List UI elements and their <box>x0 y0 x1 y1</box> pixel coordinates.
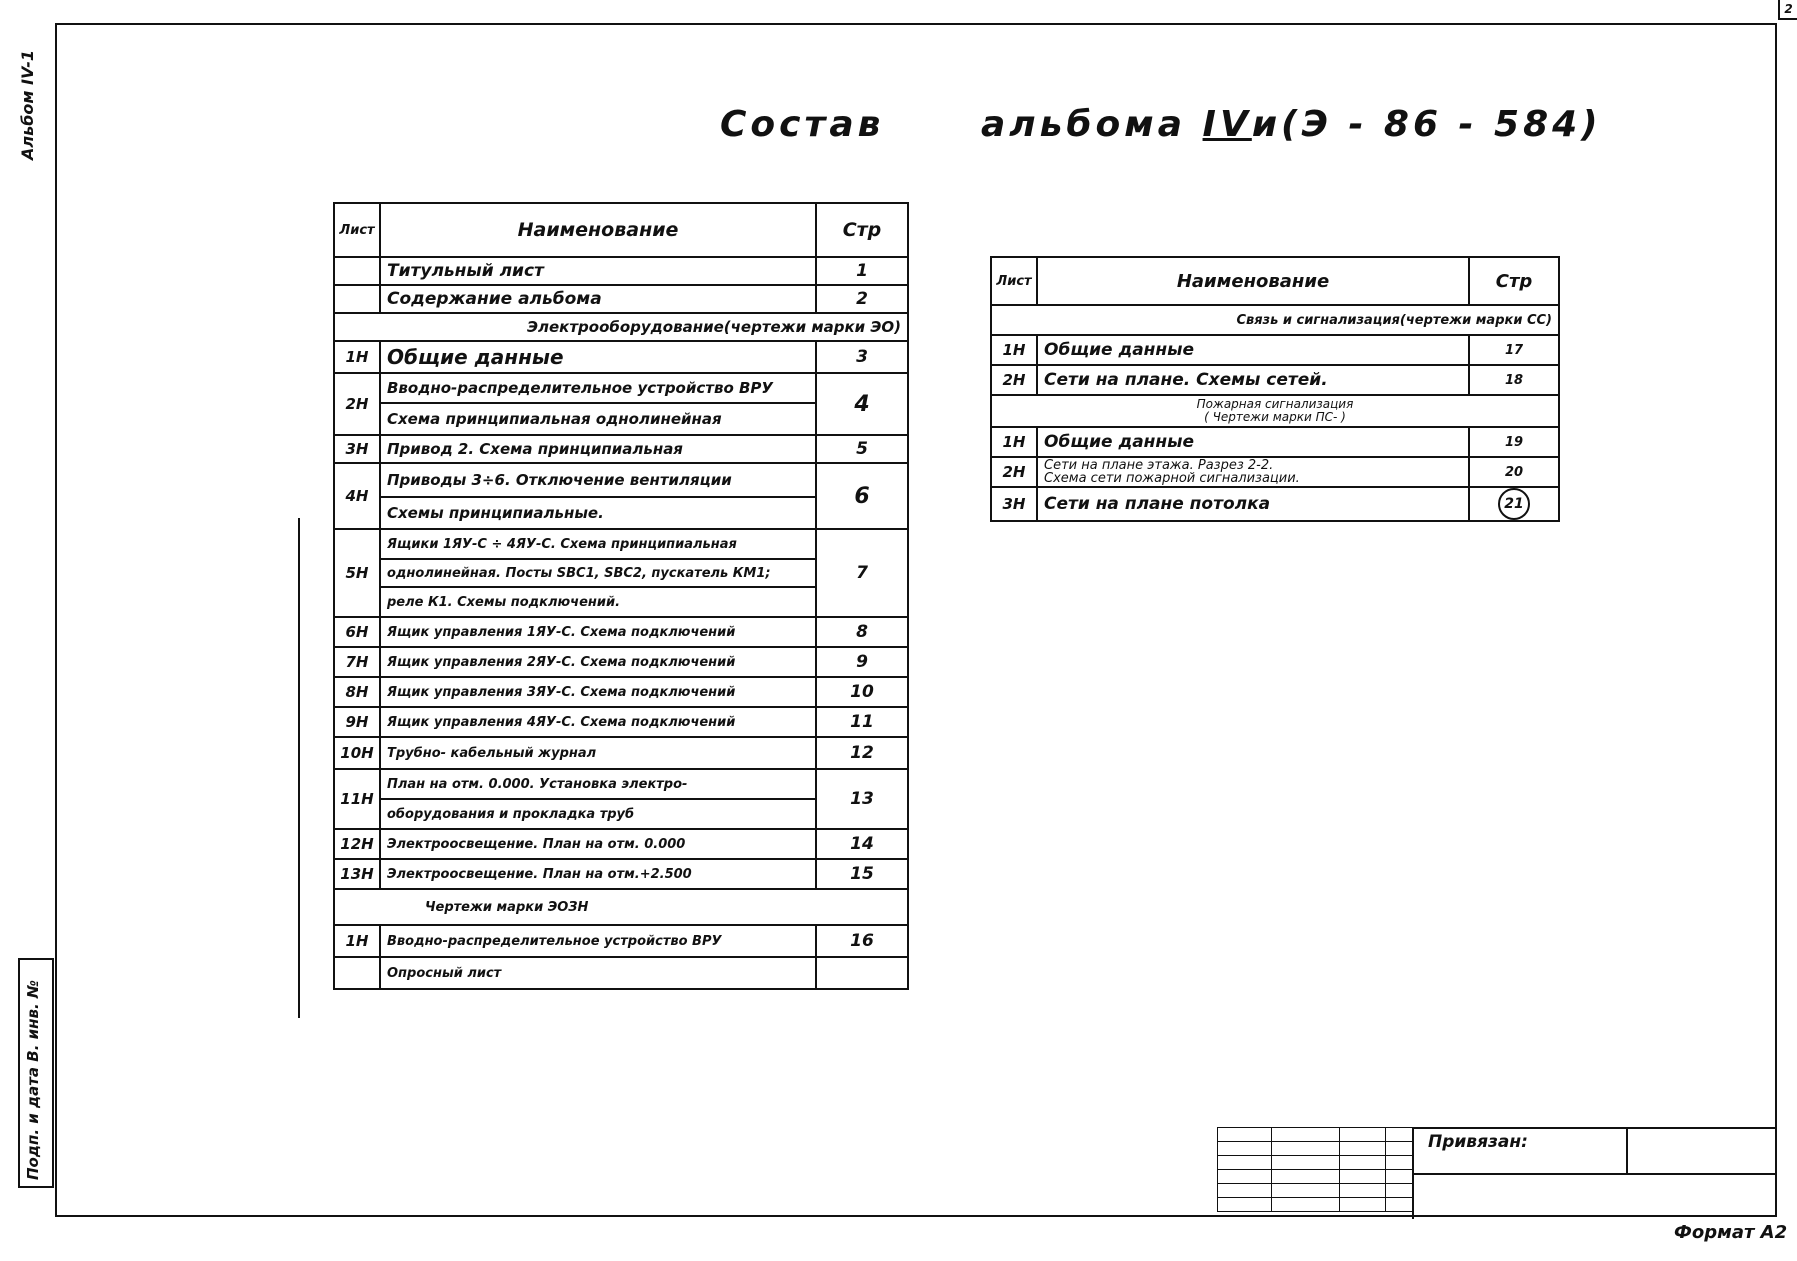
table-row <box>334 829 908 859</box>
row-sheet: 8Н <box>334 677 380 707</box>
header-sheet: Лист <box>991 257 1037 305</box>
table-row <box>991 427 1559 457</box>
table-row <box>334 463 908 497</box>
stamp-label: Привязан: <box>1428 1132 1528 1152</box>
row-page: 1 <box>816 257 908 285</box>
row-name-line1: Сети на плане этажа. Разрез 2-2. <box>1044 458 1274 473</box>
row-page: 8 <box>816 617 908 647</box>
row-sheet: 1Н <box>991 427 1037 457</box>
table-row <box>334 285 908 313</box>
binder-strip <box>18 958 54 1188</box>
row-page: 20 <box>1469 457 1559 487</box>
row-name: Сети на плане. Схемы сетей. <box>1037 365 1469 395</box>
row-sheet: 12Н <box>334 829 380 859</box>
sheet-number: 2 <box>1778 0 1797 20</box>
table-row <box>334 529 908 559</box>
row-page: 4 <box>816 373 908 435</box>
table-row <box>991 335 1559 365</box>
row-name: Титульный лист <box>380 257 816 285</box>
row-sheet <box>334 957 380 989</box>
row-name: План на отм. 0.000. Установка электро- <box>380 769 816 799</box>
row-name: Содержание альбома <box>380 285 816 313</box>
row-page: 14 <box>816 829 908 859</box>
row-page: 17 <box>1469 335 1559 365</box>
row-sheet <box>334 257 380 285</box>
section-ps-line2: ( Чертежи марки ПС- ) <box>1204 410 1346 424</box>
table-row <box>334 707 908 737</box>
header-sheet: Лист <box>334 203 380 257</box>
row-page: 3 <box>816 341 908 373</box>
row-sheet: 6Н <box>334 617 380 647</box>
binder-label: Подп. и дата В. инв. № <box>24 980 42 1180</box>
table-header-row <box>334 203 908 257</box>
row-name: Ящик управления 2ЯУ-С. Схема подключений <box>380 647 816 677</box>
row-name: Ящик управления 4ЯУ-С. Схема подключений <box>380 707 816 737</box>
album-side-label: Альбом IV-1 <box>18 50 37 160</box>
row-page: 5 <box>816 435 908 463</box>
row-sheet: 1Н <box>334 925 380 957</box>
row-name: Ящик управления 3ЯУ-С. Схема подключений <box>380 677 816 707</box>
section-ps-line1: Пожарная сигнализация <box>1196 397 1354 411</box>
row-page: 15 <box>816 859 908 889</box>
table-row <box>334 769 908 799</box>
row-page: 11 <box>816 707 908 737</box>
row-name: Схема принципиальная однолинейная <box>380 403 816 435</box>
section-row <box>991 395 1559 427</box>
table-row <box>334 957 908 989</box>
row-page <box>816 957 908 989</box>
section-title-eo: Электрооборудование(чертежи марки ЭО) <box>334 313 908 341</box>
section-row <box>334 889 908 925</box>
table-row <box>334 859 908 889</box>
row-name: Опросный лист <box>380 957 816 989</box>
row-page: 12 <box>816 737 908 769</box>
table-header-row <box>991 257 1559 305</box>
row-name: однолинейная. Посты SBC1, SBC2, пускатель КМ1; <box>380 559 816 587</box>
row-name: реле К1. Схемы подключений. <box>380 587 816 617</box>
table-row <box>991 457 1559 487</box>
contents-table-eo <box>333 202 909 990</box>
row-page <box>1469 487 1559 521</box>
table-row <box>334 677 908 707</box>
row-sheet: 3Н <box>334 435 380 463</box>
title-roman: IV <box>1202 104 1252 145</box>
row-name: Вводно-распределительное устройство ВРУ <box>380 925 816 957</box>
title-block-grid <box>1217 1127 1414 1212</box>
row-sheet: 2Н <box>991 365 1037 395</box>
drawing-frame <box>55 23 1777 1217</box>
table-row <box>334 341 908 373</box>
row-sheet: 3Н <box>991 487 1037 521</box>
row-name-line2: Схема сети пожарной сигнализации. <box>1044 471 1300 486</box>
stamp-divider <box>1626 1129 1628 1173</box>
header-name: Наименование <box>380 203 816 257</box>
row-sheet: 2Н <box>334 373 380 435</box>
row-sheet: 13Н <box>334 859 380 889</box>
row-name: Общие данные <box>1037 427 1469 457</box>
title-block <box>1412 1127 1776 1219</box>
row-name: Вводно-распределительное устройство ВРУ <box>380 373 816 403</box>
row-sheet: 2Н <box>991 457 1037 487</box>
page-title <box>720 104 1602 145</box>
table-row <box>334 737 908 769</box>
row-name: Общие данные <box>380 341 816 373</box>
row-sheet: 11Н <box>334 769 380 829</box>
row-page: 18 <box>1469 365 1559 395</box>
table-row <box>334 647 908 677</box>
row-sheet: 5Н <box>334 529 380 617</box>
row-name: Электроосвещение. План на отм. 0.000 <box>380 829 816 859</box>
row-name: Схемы принципиальные. <box>380 497 816 529</box>
section-row <box>334 313 908 341</box>
table-row <box>334 257 908 285</box>
row-name: Сети на плане потолка <box>1037 487 1469 521</box>
row-name: Ящик управления 1ЯУ-С. Схема подключений <box>380 617 816 647</box>
row-sheet: 10Н <box>334 737 380 769</box>
row-page: 13 <box>816 769 908 829</box>
row-page: 7 <box>816 529 908 617</box>
row-name: оборудования и прокладка труб <box>380 799 816 829</box>
margin-mark <box>298 518 300 1018</box>
row-name: Приводы 3÷6. Отключение вентиляции <box>380 463 816 497</box>
table-row <box>334 617 908 647</box>
section-title-ps <box>991 395 1559 427</box>
title-part3: и(Э - 86 - 584) <box>1251 104 1602 145</box>
row-name: Электроосвещение. План на отм.+2.500 <box>380 859 816 889</box>
row-sheet: 4Н <box>334 463 380 529</box>
table-row <box>334 373 908 403</box>
section-row <box>991 305 1559 335</box>
row-sheet: 1Н <box>334 341 380 373</box>
row-name <box>1037 457 1469 487</box>
row-page: 19 <box>1469 427 1559 457</box>
row-name: Ящики 1ЯУ-С ÷ 4ЯУ-С. Схема принципиальная <box>380 529 816 559</box>
section-title-ss: Связь и сигнализация(чертежи марки СС) <box>991 305 1559 335</box>
row-name: Привод 2. Схема принципиальная <box>380 435 816 463</box>
table-row <box>991 487 1559 521</box>
row-name: Трубно- кабельный журнал <box>380 737 816 769</box>
header-page: Стр <box>816 203 908 257</box>
row-page: 16 <box>816 925 908 957</box>
row-sheet: 1Н <box>991 335 1037 365</box>
title-part1: Состав <box>720 104 885 145</box>
row-sheet: 7Н <box>334 647 380 677</box>
row-sheet: 9Н <box>334 707 380 737</box>
page-circle: 21 <box>1498 488 1530 520</box>
title-part2: альбома <box>980 104 1186 145</box>
row-page: 10 <box>816 677 908 707</box>
row-page: 6 <box>816 463 908 529</box>
row-page: 2 <box>816 285 908 313</box>
table-row <box>334 435 908 463</box>
header-name: Наименование <box>1037 257 1469 305</box>
header-page: Стр <box>1469 257 1559 305</box>
table-row <box>334 925 908 957</box>
row-page: 9 <box>816 647 908 677</box>
section-title-eoh: Чертежи марки ЭОЗН <box>334 889 908 925</box>
stamp-divider <box>1414 1173 1776 1175</box>
format-label: Формат А2 <box>1674 1222 1788 1243</box>
contents-table-ss <box>990 256 1560 522</box>
table-row <box>991 365 1559 395</box>
row-sheet <box>334 285 380 313</box>
row-name: Общие данные <box>1037 335 1469 365</box>
